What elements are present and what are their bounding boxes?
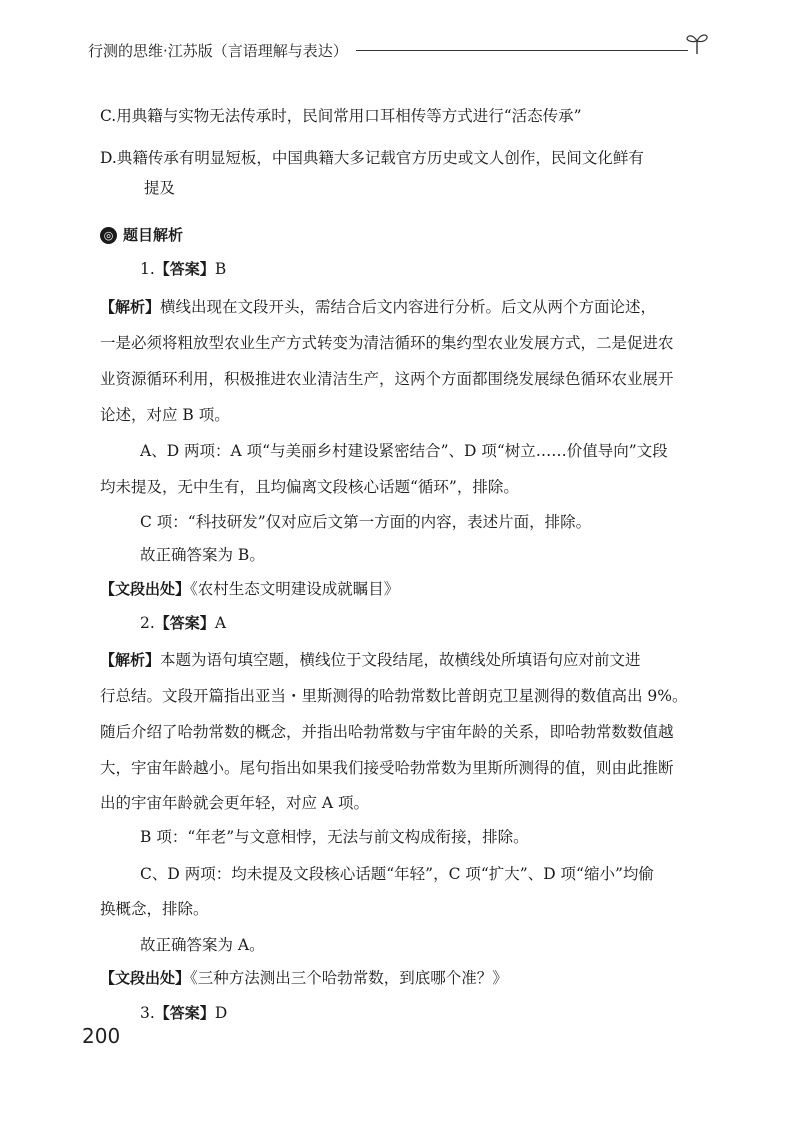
q2-cd-line: C、D 两项：均未提及文段核心话题“年轻”，C 项“扩大”、D 项“缩小”均偷 <box>140 865 654 883</box>
q2-source: 【文段出处】《三种方法测出三个哈勃常数，到底哪个准？》 <box>100 969 508 987</box>
option-d <box>100 143 700 173</box>
q1-answer: 1.【答案】B <box>140 260 227 278</box>
q2-analysis-line: 出的宇宙年龄就会更年轻，对应 A 项。 <box>100 794 370 812</box>
q2-b-line: B 项：“年老”与文意相悖，无法与前文构成衔接，排除。 <box>140 828 529 846</box>
q2-answer: 2.【答案】A <box>140 614 227 632</box>
option-text: 典籍传承有明显短板，中国典籍大多记载官方历史或文人创作，民间文化鲜有 <box>116 149 644 167</box>
q1-ad-line: A、D 两项：A 项“与美丽乡村建设紧密结合”、D 项“树立……价值导向”文段 <box>140 442 668 460</box>
section-title: 题目解析 <box>123 226 184 244</box>
q2-analysis-line: 大，宇宙年龄越小。尾句指出如果我们接受哈勃常数为里斯所测得的值，则由此推断 <box>100 759 674 777</box>
q2-conclusion: 故正确答案为 A。 <box>140 936 265 954</box>
q1-analysis-line: 一是必须将粗放型农业生产方式转变为清洁循环的集约型农业发展方式，二是促进农 <box>100 334 674 352</box>
option-c <box>100 101 700 131</box>
q1-ad-line: 均未提及，无中生有，且均偏离文段核心话题“循环”，排除。 <box>100 478 519 496</box>
q2-cd-line: 换概念，排除。 <box>100 900 209 918</box>
q1-conclusion: 故正确答案为 B。 <box>140 546 265 564</box>
page-number: 200 <box>82 1024 121 1048</box>
q1-c-line: C 项：“科技研发”仅对应后文第一方面的内容，表述片面，排除。 <box>140 513 592 531</box>
header-rule <box>356 50 688 51</box>
q2-analysis-line: 行总结。文段开篇指出亚当・里斯测得的哈勃常数比普朗克卫星测得的数值高出 9%。 <box>100 687 688 705</box>
q2-analysis-line: 随后介绍了哈勃常数的概念，并指出哈勃常数与宇宙年龄的关系，即哈勃常数数值越 <box>100 723 674 741</box>
q1-analysis-line: 论述，对应 B 项。 <box>100 406 230 424</box>
running-header <box>88 34 728 64</box>
option-d-continued: 提及 <box>144 179 176 197</box>
option-label: C. <box>100 107 117 125</box>
q1-analysis-line: 【解析】横线出现在文段开头，需结合后文内容进行分析。后文从两个方面论述， <box>100 298 657 316</box>
q3-answer: 3.【答案】D <box>140 1004 228 1022</box>
q1-analysis-line: 业资源循环利用，积极推进农业清洁生产，这两个方面都围绕发展绿色循环农业展开 <box>100 370 674 388</box>
q2-analysis-line: 【解析】本题为语句填空题，横线位于文段结尾，故横线处所填语句应对前文进 <box>100 651 641 669</box>
q1-source: 【文段出处】《农村生态文明建设成就瞩目》 <box>100 580 400 598</box>
section-heading <box>100 220 700 250</box>
target-icon: ◎ <box>100 227 117 244</box>
option-text: 用典籍与实物无法传承时，民间常用口耳相传等方式进行“活态传承” <box>116 107 582 125</box>
sprout-icon <box>684 30 710 56</box>
option-label: D. <box>100 149 117 167</box>
book-title: 行测的思维·江苏版（言语理解与表达） <box>88 42 348 60</box>
